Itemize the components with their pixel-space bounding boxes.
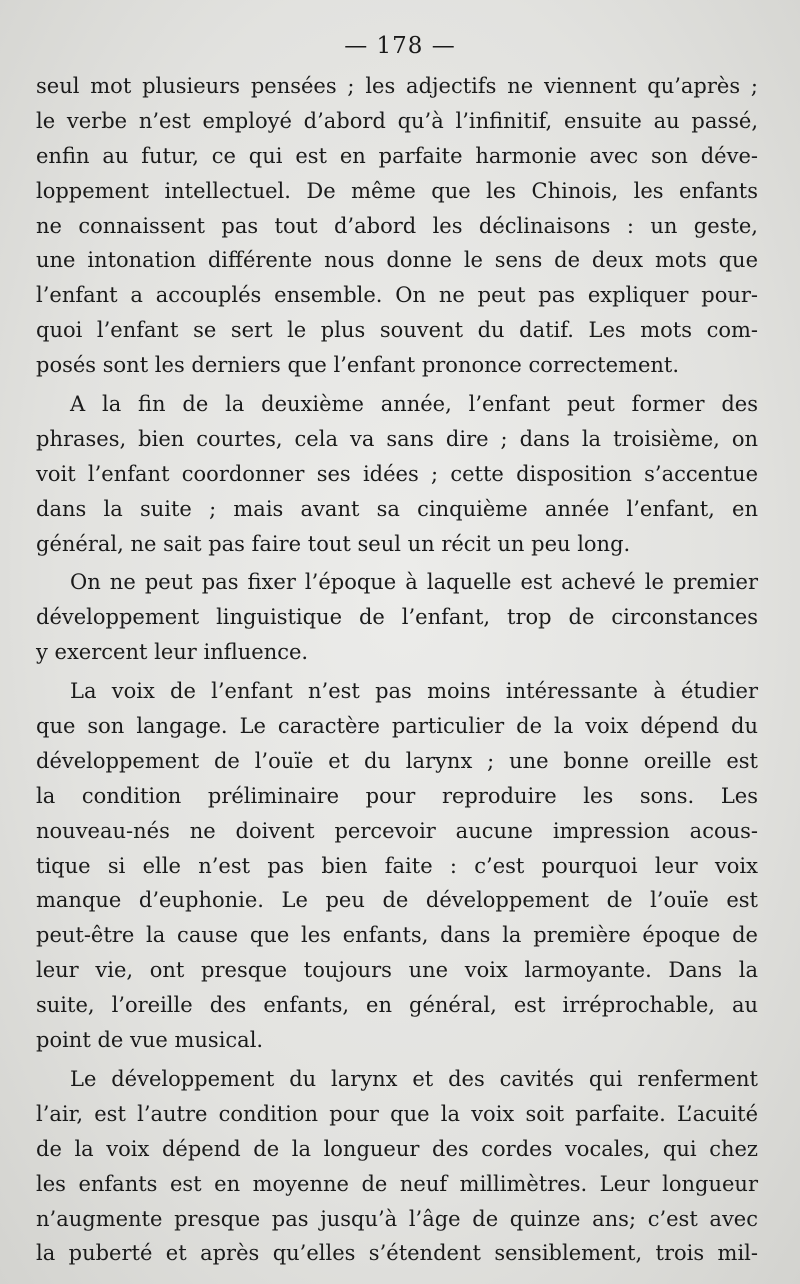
text-line: l’enfant a accouplés ensemble. On ne peut pas expliquer pour-: [36, 283, 758, 308]
text-line: la condition préliminaire pour reproduire les sons. Les: [36, 783, 758, 808]
text-line: développement de l’ouïe et du larynx ; une bonne oreille est: [36, 748, 758, 773]
text-line: quoi l’enfant se sert le plus souvent du datif. Les mots com-: [36, 318, 758, 343]
text-line: tique si elle n’est pas bien faite : c’est pourquoi leur voix: [36, 853, 758, 878]
paragraph-p2: [36, 387, 758, 561]
text-line: la puberté et après qu’elles s’étendent sensiblement, trois mil-: [36, 1241, 758, 1266]
text-line: point de vue musical.: [36, 1028, 264, 1053]
body-text: [36, 69, 758, 1271]
text-line: ne connaissent pas tout d’abord les déclinaisons : un geste,: [36, 213, 758, 238]
text-line: une intonation différente nous donne le sens de deux mots que: [36, 248, 758, 273]
text-line: n’augmente presque pas jusqu’à l’âge de quinze ans; c’est avec: [36, 1206, 758, 1231]
text-line: seul mot plusieurs pensées ; les adjectifs ne viennent qu’après ;: [36, 74, 758, 98]
text-line: nouveau-nés ne doivent percevoir aucune impression acous-: [36, 818, 758, 843]
text-line: Le développement du larynx et des cavités qui renferment: [70, 1066, 758, 1091]
text-line: général, ne sait pas faire tout seul un récit un peu long.: [36, 531, 631, 556]
text-line: dans la suite ; mais avant sa cinquième année l’enfant, en: [36, 496, 758, 521]
paragraph-p5: [36, 1062, 758, 1271]
text-line: La voix de l’enfant n’est pas moins intéressante à étudier: [70, 679, 758, 704]
text-line: A la fin de la deuxième année, l’enfant peut former des: [70, 392, 758, 417]
text-line: loppement intellectuel. De même que les Chinois, les enfants: [36, 178, 758, 203]
text-line: manque d’euphonie. Le peu de développement de l’ouïe est: [36, 888, 758, 913]
page-number: — 178 —: [344, 33, 456, 59]
text-line: de la voix dépend de la longueur des cordes vocales, qui chez: [36, 1136, 758, 1161]
text-line: voit l’enfant coordonner ses idées ; cette disposition s’accentue: [36, 461, 758, 486]
paragraph-p3: [36, 565, 758, 670]
text-line: l’air, est l’autre condition pour que la voix soit parfaite. L’acuité: [36, 1101, 758, 1126]
text-line: leur vie, ont presque toujours une voix larmoyante. Dans la: [36, 958, 758, 983]
text-line: les enfants est en moyenne de neuf millimètres. Leur longueur: [36, 1171, 758, 1196]
text-line: que son langage. Le caractère particulier de la voix dépend du: [36, 714, 758, 739]
text-line: enfin au futur, ce qui est en parfaite harmonie avec son déve-: [36, 143, 758, 168]
text-line: développement linguistique de l’enfant, trop de circonstances: [36, 605, 758, 630]
text-line: On ne peut pas fixer l’époque à laquelle est achevé le premier: [70, 570, 758, 595]
text-line: posés sont les derniers que l’enfant prononce correctement.: [36, 353, 680, 378]
text-line: phrases, bien courtes, cela va sans dire ; dans la troisième, on: [36, 426, 758, 451]
paragraph-p4: [36, 674, 758, 1058]
text-line: y exercent leur influence.: [36, 640, 309, 665]
text-line: suite, l’oreille des enfants, en général, est irréprochable, au: [36, 993, 758, 1018]
text-line: peut-être la cause que les enfants, dans la première époque de: [36, 923, 758, 948]
paragraph-p1: [36, 69, 758, 383]
text-line: le verbe n’est employé d’abord qu’à l’infinitif, ensuite au passé,: [36, 108, 758, 133]
